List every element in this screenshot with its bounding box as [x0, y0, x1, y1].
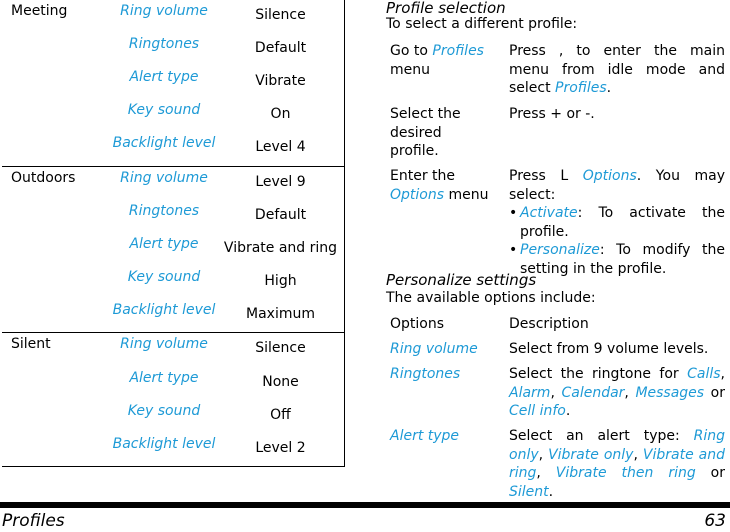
setting-value: Silence — [255, 340, 306, 356]
profile-section-silent — [2, 332, 345, 467]
setting-label: Ring volume — [120, 170, 208, 186]
desc-text: , — [536, 465, 556, 481]
menu-name: Options — [390, 186, 445, 203]
option-name: Alarm — [509, 384, 551, 401]
profile-name: Outdoors — [11, 170, 76, 186]
bullet-dot: • — [509, 205, 518, 221]
setting-label: Key sound — [127, 403, 201, 419]
desc-text: : To activate the profile. — [520, 205, 725, 240]
setting-label: Alert type — [129, 236, 199, 252]
setting-value: None — [262, 374, 299, 390]
profile-name: Silent — [11, 336, 51, 352]
desc-text: , — [624, 384, 636, 401]
option-name: Messages — [635, 384, 705, 401]
option-name: Silent — [509, 483, 549, 500]
step-text: menu — [444, 186, 489, 203]
setting-label: Ring volume — [120, 336, 208, 352]
menu-name: Profiles — [555, 80, 607, 96]
desc-text: : To modify the setting in the profile. — [520, 242, 725, 277]
profiles-table — [2, 0, 345, 467]
option-ring-volume-desc: Select from 9 volume levels. — [509, 341, 709, 357]
setting-value: Maximum — [246, 306, 315, 322]
option-name: Cell info — [509, 403, 566, 419]
step-options-menu — [390, 167, 502, 204]
profile-selection-heading: Profile selection — [386, 0, 506, 17]
personalize-heading: Personalize settings — [386, 271, 537, 289]
desc-text: Select an alert type: — [509, 428, 694, 444]
profile-selection-intro: To select a different profile: — [386, 16, 578, 32]
option-name: Vibrate then ring — [555, 465, 696, 481]
desc-text: , — [538, 446, 549, 463]
setting-label: Ringtones — [128, 203, 200, 219]
desc-text: . — [606, 80, 612, 96]
option-bullet-activate — [509, 204, 725, 241]
setting-value: Level 9 — [255, 174, 306, 190]
desc-text: or — [695, 465, 725, 481]
profile-section-meeting — [2, 0, 345, 167]
setting-label: Key sound — [127, 269, 201, 285]
option-name: Personalize — [520, 242, 600, 258]
setting-value: Off — [270, 407, 291, 423]
setting-label: Backlight level — [112, 302, 216, 318]
setting-value: Level 2 — [255, 440, 306, 456]
option-alert-type-desc — [509, 427, 725, 501]
desc-text: , — [720, 366, 725, 382]
option-ringtones-desc — [509, 365, 725, 421]
option-name: Calls — [687, 366, 721, 382]
option-ringtones: Ringtones — [390, 366, 461, 382]
setting-value: Level 4 — [255, 139, 306, 155]
desc-text: Select the ringtone for — [509, 366, 688, 382]
desc-line — [509, 167, 725, 204]
desc-text: Press L — [509, 168, 583, 184]
footer-title: Profiles — [2, 511, 65, 531]
setting-value: Silence — [255, 7, 306, 23]
setting-value: Default — [254, 40, 307, 56]
setting-value: Default — [254, 207, 307, 223]
step-goto-profiles — [390, 42, 502, 79]
bullet-text — [520, 204, 725, 241]
profile-section-outdoors — [2, 166, 345, 333]
step-text: Go to — [390, 43, 433, 59]
setting-label: Ringtones — [128, 36, 200, 52]
step-text: menu — [390, 61, 430, 78]
desc-text: , — [633, 446, 643, 463]
setting-value: Vibrate and ring — [223, 240, 338, 256]
option-name: Ring only — [509, 428, 725, 463]
desc-text: . You may select: — [509, 168, 725, 203]
option-bullet-personalize — [509, 241, 725, 278]
desc-text: Press , to enter the main menu from idle mode and select — [509, 43, 725, 96]
setting-label: Ring volume — [120, 3, 208, 19]
setting-label: Backlight level — [112, 436, 216, 452]
personalize-intro: The available options include: — [386, 290, 596, 306]
step-options-menu-desc — [509, 167, 725, 278]
profile-name: Meeting — [11, 3, 68, 19]
desc-text: or — [704, 384, 725, 401]
option-ring-volume: Ring volume — [390, 341, 478, 357]
step-select-profile-desc: Press + or -. — [509, 106, 595, 122]
setting-label: Alert type — [129, 69, 199, 85]
option-name: Vibrate only — [548, 446, 634, 463]
footer-rule — [0, 502, 730, 508]
menu-name: Profiles — [432, 43, 484, 59]
menu-name: Options — [582, 168, 637, 184]
step-goto-profiles-desc — [509, 42, 725, 98]
bullet-dot: • — [509, 242, 518, 258]
setting-label: Key sound — [127, 102, 201, 118]
option-name: Vibrate and ring — [509, 446, 725, 481]
column-header-options: Options — [390, 316, 445, 332]
desc-text: , — [550, 384, 562, 401]
setting-value: On — [270, 106, 291, 122]
step-text: Enter the — [390, 168, 456, 184]
option-name: Activate — [520, 205, 578, 221]
setting-value: Vibrate — [255, 73, 306, 89]
desc-text: . — [565, 403, 571, 419]
option-name: Calendar — [561, 384, 625, 401]
setting-label: Alert type — [129, 370, 199, 386]
page-number: 63 — [704, 511, 726, 531]
bullet-text — [520, 241, 725, 278]
setting-label: Backlight level — [112, 135, 216, 151]
column-header-description: Description — [509, 316, 589, 332]
desc-text: . — [548, 483, 554, 500]
option-alert-type: Alert type — [390, 428, 460, 444]
setting-value: High — [264, 273, 297, 289]
step-select-profile: Select the desired profile. — [390, 106, 461, 159]
